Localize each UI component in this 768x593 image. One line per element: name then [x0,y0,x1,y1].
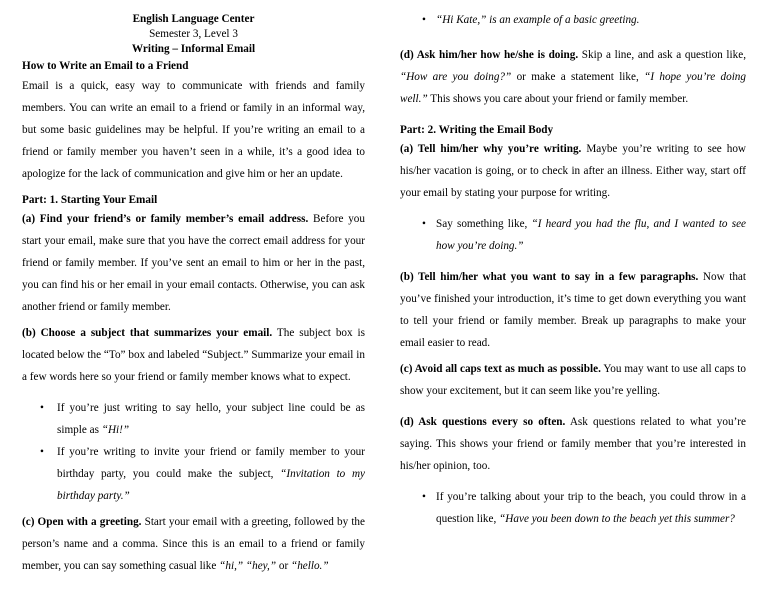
example-text: “Have you been down to the beach yet this summer? [499,513,735,525]
step-1a-lead: (a) Find your friend’s or family member’s email address. [22,213,309,225]
list-item [436,9,746,31]
list-item-text: If you’re talking about your trip to the beach, you could throw in a question like, [436,491,746,525]
step-1c-joiner: or [276,560,291,572]
list-item [436,486,746,530]
example-text: “I heard you had the flu, and I wanted to see how you’re doing.” [436,218,746,252]
step-1c [22,511,365,577]
example-text: “Hi!” [101,424,130,436]
step-1b-lead: (b) Choose a subject that summarizes your email. [22,327,273,339]
step-2c [400,358,746,402]
step-2a [400,138,746,204]
part1-heading: Part: 1. Starting Your Email [22,194,158,206]
step-1d-body: Skip a line, and ask a question like, [578,49,746,61]
step-2d-lead: (d) Ask questions every so often. [400,416,566,428]
page-title: How to Write an Email to a Friend [22,60,189,72]
step-1b-bullet-list [22,397,365,507]
step-2a-lead: (a) Tell him/her why you’re writing. [400,143,582,155]
step-2a-bullet-list [400,213,746,257]
part2-heading: Part: 2. Writing the Email Body [400,124,554,136]
example-text: “I hope you’re doing well.” [400,71,746,105]
institution-name: English Language Center [132,13,255,25]
bullet-icon [422,9,430,31]
example-text: “Hi Kate,” is an example of a basic greeting. [436,14,640,26]
list-item-text: Say something like, [436,218,532,230]
step-2b-body: Now that you’ve finished your introduction, it’s time to get down everything you want to tell your friend or family member. Break up paragraphs to make your email easier to read. [400,271,747,349]
bullet-icon [40,441,48,463]
step-2d-bullet-list [400,486,746,530]
course-title: Writing – Informal Email [131,43,256,55]
step-1c-body: Start your email with a greeting, followed by the person’s name and a comma. Since this is an email to a friend or family member, you can say something casual like [22,516,365,572]
list-item [57,441,365,507]
example-text: “hello.” [290,560,329,572]
left-column [22,12,365,577]
intro-paragraph: Email is a quick, easy way to communicate with friends and family members. You can write an email to a friend or family in an informal way, but some basic guidelines may be helpful. If you’re writing an email to a friend or family member you haven’t seen in a while, it’s a good idea to apologize for the lack of communication and give him or her an update. [22,80,365,180]
step-2d [400,411,746,477]
step-2c-lead: (c) Avoid all caps text as much as possible. [400,363,601,375]
bullet-icon [40,397,48,419]
example-text: “How are you doing?” [400,71,512,83]
step-2b-lead: (b) Tell him/her what you want to say in a few paragraphs. [400,271,699,283]
bullet-icon [422,486,430,508]
step-1c-lead: (c) Open with a greeting. [22,516,142,528]
semester-level: Semester 3, Level 3 [149,28,238,40]
list-item-text: If you’re just writing to say hello, your subject line could be as simple as [57,402,365,436]
list-item-text: If you’re writing to invite your friend or family member to your birthday party, you could make the subject, [57,446,365,480]
step-1d [400,44,746,110]
step-1a [22,208,365,318]
step-1d-body: or make a statement like, [511,71,645,83]
document-header [22,12,365,57]
step-1b [22,322,365,388]
step-2b [400,266,746,354]
step-1c-bullet-list [400,9,746,31]
list-item [57,397,365,441]
step-1d-lead: (d) Ask him/her how he/she is doing. [400,49,579,61]
step-1d-body: This shows you care about your friend or family member. [427,93,689,105]
step-1b-body: The subject box is located below the “To” box and labeled “Subject.” Summarize your email in a few words here so your friend or family member knows what to expect. [22,327,365,383]
right-column [400,9,746,530]
example-text: “Invitation to my birthday party.” [57,468,365,502]
step-2d-body: Ask questions related to what you’re saying. This shows your friend or family member that you’re interested in his/her opinion, too. [400,416,746,472]
example-text: “hi,” “hey,” [219,560,277,572]
step-1a-body: Before you start your email, make sure that you have the correct email address for your friend or family member. If you’ve sent an email to him or her in the past, you can find his or her email in your email contacts. Otherwise, you can ask another friend or family member. [22,213,365,313]
step-2a-body: Maybe you’re writing to see how his/her vacation is going, or to check in after an illness. Either way, start off your email by stating your purpose for writing. [400,143,746,199]
list-item [436,213,746,257]
bullet-icon [422,213,430,235]
step-2c-body: You may want to use all caps to show your excitement, but it can seem like you’re yelling. [400,363,746,397]
